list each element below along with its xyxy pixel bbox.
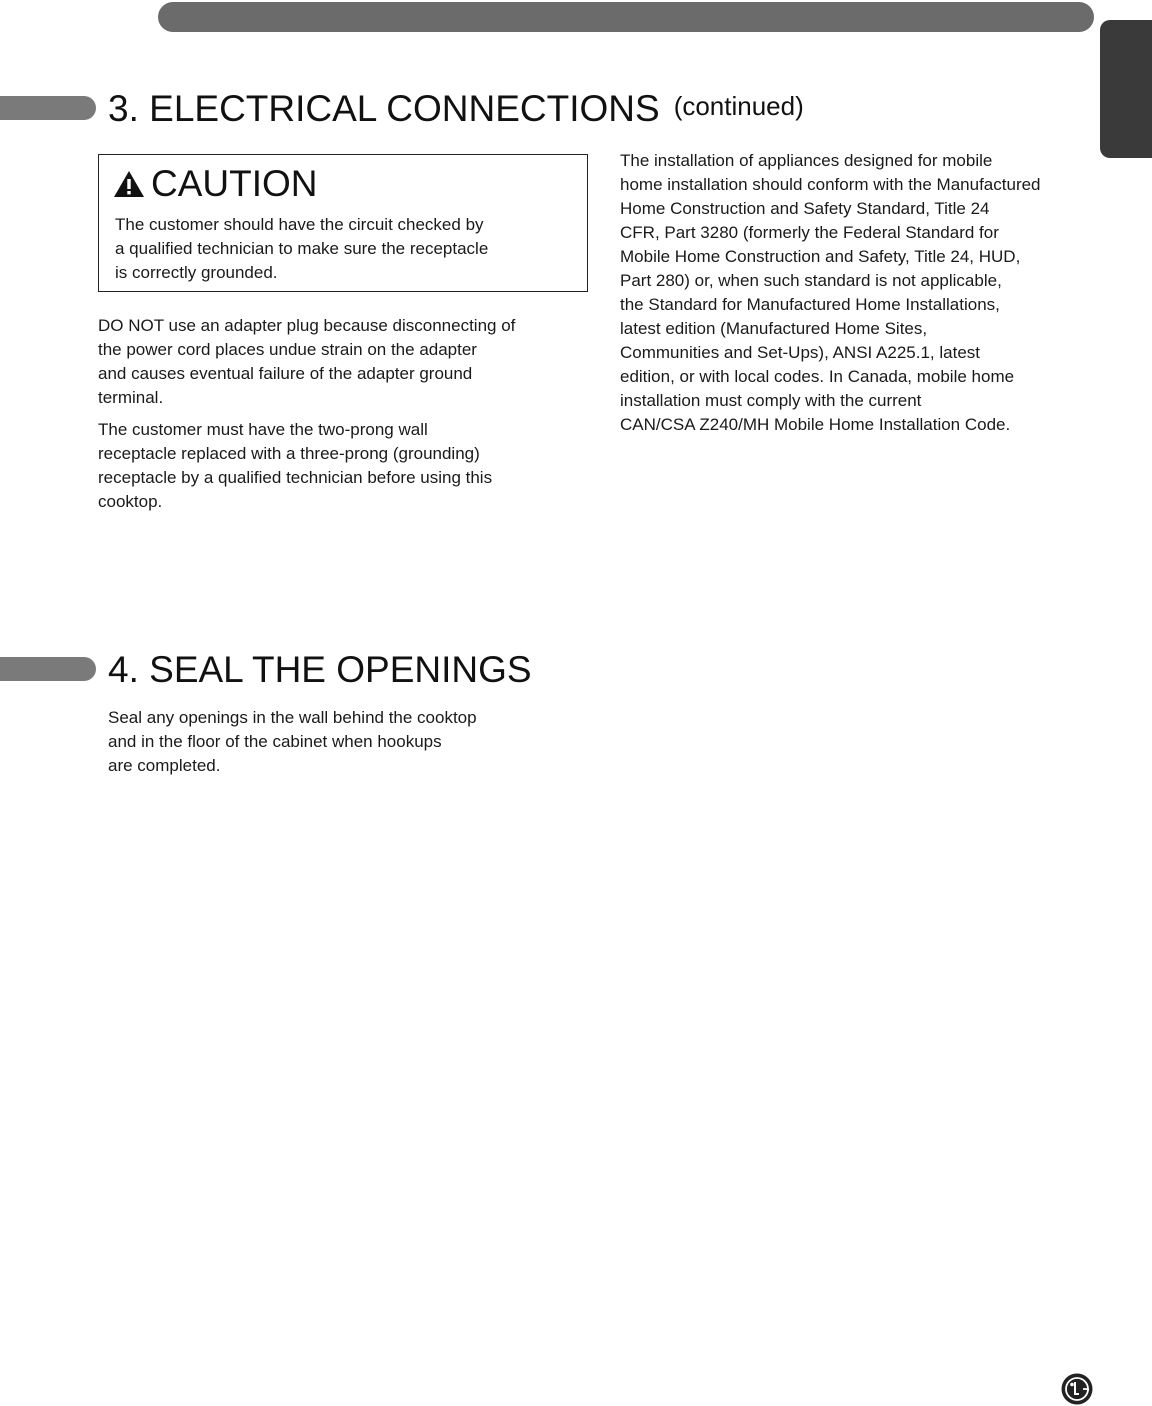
mobile-home-installation-text: The installation of appliances designed for mobile home installation should conform with the Manufactured Home Construction and Safety Standard, Title 24 CFR, Part 3280 (formerly the Federal Standard for Mobile Home Construction and Safety, Title 24, HUD, Part 280) or, when such standard is not applicable, the Standard for Manufactured Home Installations, latest edition (Manufactured Home Sites, Communities and Set-Ups), ANSI A225.1, latest edition, or with local codes. In Canada, mobile home installation must comply with the current CAN/CSA Z240/MH Mobile Home Installation Code.: [620, 151, 1041, 434]
seal-openings-text: Seal any openings in the wall behind the cooktop and in the floor of the cabinet when hookups are completed.: [108, 708, 477, 775]
caution-box: [98, 154, 588, 292]
warning-triangle-icon: [113, 170, 145, 198]
section-3-marker: [0, 96, 96, 120]
section-4-marker: [0, 657, 96, 681]
section-3-title: 3. ELECTRICAL CONNECTIONS: [108, 88, 660, 129]
caution-title: CAUTION: [151, 163, 318, 204]
header-bar: [158, 2, 1094, 32]
adapter-warning-text: DO NOT use an adapter plug because disconnecting of the power cord places undue strain on the adapter and causes eventual failure of the adapter ground terminal.: [98, 316, 516, 407]
caution-text: The customer should have the circuit checked by a qualified technician to make sure the receptacle is correctly grounded.: [115, 215, 489, 282]
section-4-heading: 4. SEAL THE OPENINGS: [108, 649, 532, 690]
language-tab: [1100, 20, 1152, 158]
lg-logo-icon: [1061, 1373, 1093, 1405]
section-3-heading: [108, 90, 804, 127]
two-prong-receptacle-text: The customer must have the two-prong wall receptacle replaced with a three-prong (grounding) receptacle by a qualified technician before using this cooktop.: [98, 420, 493, 511]
section-3-continued: (continued): [673, 91, 804, 121]
caution-heading: [113, 165, 318, 202]
